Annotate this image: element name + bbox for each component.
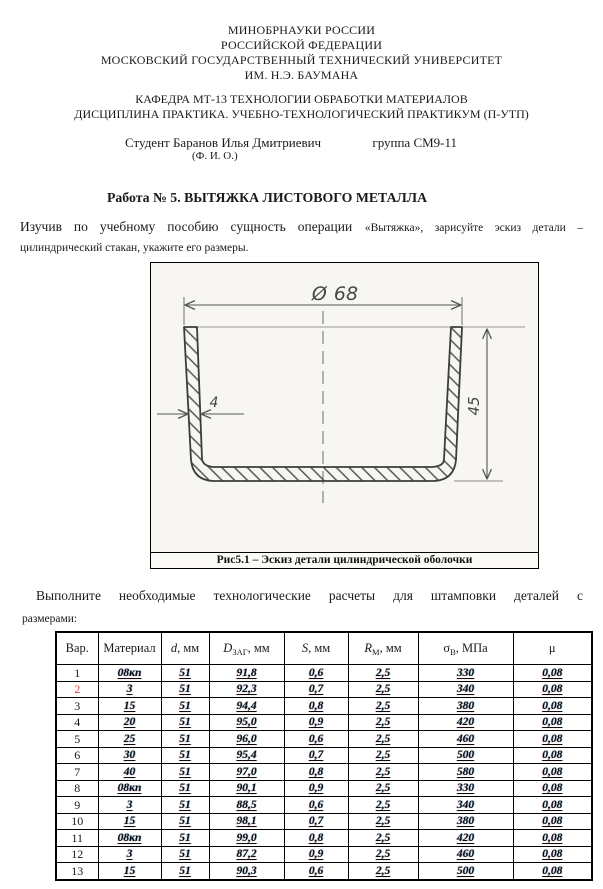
cell-mu: 0,08 bbox=[513, 813, 592, 830]
col-header-thickness: S, мм bbox=[284, 632, 348, 665]
cell-mu: 0,08 bbox=[513, 698, 592, 715]
col-header-material: Материал bbox=[98, 632, 161, 665]
letterhead-line-1: МИНОБРНАУКИ РОССИИ bbox=[227, 23, 376, 37]
cell-mu: 0,08 bbox=[513, 830, 592, 847]
cell-blank-diameter: 97,0 bbox=[209, 764, 284, 781]
discipline-line: ДИСЦИПЛИНА ПРАКТИКА. УЧЕБНО-ТЕХНОЛОГИЧЕСКИЙ ПРАКТИКУМ (П-УТП) bbox=[74, 107, 529, 121]
cell-blank-diameter: 90,1 bbox=[209, 780, 284, 797]
cell-material: 3 bbox=[98, 846, 161, 863]
cell-d: 51 bbox=[161, 846, 209, 863]
cell-sigma: 330 bbox=[418, 665, 513, 682]
cell-material: 08кп bbox=[98, 830, 161, 847]
cell-sigma: 420 bbox=[418, 714, 513, 731]
cell-blank-diameter: 87,2 bbox=[209, 846, 284, 863]
letterhead bbox=[0, 23, 603, 83]
col-header-sigma: $\sigma_В$, МПа bbox=[418, 632, 513, 665]
cell-radius: 2,5 bbox=[348, 797, 418, 814]
department-block bbox=[0, 92, 603, 122]
cell-blank-diameter: 99,0 bbox=[209, 830, 284, 847]
cell-mu: 0,08 bbox=[513, 681, 592, 698]
cell-d: 51 bbox=[161, 747, 209, 764]
table-row bbox=[56, 780, 592, 797]
col-header-variant: Вар. bbox=[56, 632, 98, 665]
letterhead-line-2: РОССИЙСКОЙ ФЕДЕРАЦИИ bbox=[220, 38, 383, 52]
fio-note: (Ф. И. О.) bbox=[192, 150, 238, 162]
cell-sigma: 380 bbox=[418, 813, 513, 830]
col-header-radius: $R_М$, мм bbox=[348, 632, 418, 665]
task-paragraph-line1: Выполните необходимые технологические расчеты для штамповки деталей с bbox=[36, 588, 583, 603]
cell-d: 51 bbox=[161, 665, 209, 682]
table-row bbox=[56, 681, 592, 698]
cell-variant: 12 bbox=[56, 846, 98, 863]
cell-variant: 2 bbox=[56, 681, 98, 698]
cell-blank-diameter: 90,3 bbox=[209, 863, 284, 880]
cell-d: 51 bbox=[161, 714, 209, 731]
cell-material: 20 bbox=[98, 714, 161, 731]
cell-material: 3 bbox=[98, 797, 161, 814]
cell-variant: 3 bbox=[56, 698, 98, 715]
table-row bbox=[56, 830, 592, 847]
cell-blank-diameter: 98,1 bbox=[209, 813, 284, 830]
cell-blank-diameter: 95,4 bbox=[209, 747, 284, 764]
student-line bbox=[125, 135, 457, 151]
variants-table-body bbox=[56, 665, 592, 880]
variants-table bbox=[55, 631, 593, 881]
cell-variant: 8 bbox=[56, 780, 98, 797]
cell-thickness: 0,6 bbox=[284, 863, 348, 880]
cell-sigma: 330 bbox=[418, 780, 513, 797]
cell-thickness: 0,6 bbox=[284, 731, 348, 748]
cell-d: 51 bbox=[161, 698, 209, 715]
cell-radius: 2,5 bbox=[348, 665, 418, 682]
table-header-row bbox=[56, 632, 592, 665]
cell-thickness: 0,9 bbox=[284, 780, 348, 797]
cell-thickness: 0,7 bbox=[284, 747, 348, 764]
cell-mu: 0,08 bbox=[513, 665, 592, 682]
cell-blank-diameter: 92,3 bbox=[209, 681, 284, 698]
cup-sketch-drawing bbox=[151, 263, 537, 551]
cell-sigma: 580 bbox=[418, 764, 513, 781]
cell-variant: 9 bbox=[56, 797, 98, 814]
table-row bbox=[56, 764, 592, 781]
cell-material: 15 bbox=[98, 863, 161, 880]
letterhead-line-3: МОСКОВСКИЙ ГОСУДАРСТВЕННЫЙ ТЕХНИЧЕСКИЙ УНИВЕРСИТЕТ bbox=[100, 53, 503, 67]
cell-blank-diameter: 91,8 bbox=[209, 665, 284, 682]
cell-d: 51 bbox=[161, 764, 209, 781]
cell-sigma: 460 bbox=[418, 731, 513, 748]
cell-d: 51 bbox=[161, 863, 209, 880]
cell-mu: 0,08 bbox=[513, 764, 592, 781]
cell-sigma: 340 bbox=[418, 797, 513, 814]
cell-d: 51 bbox=[161, 797, 209, 814]
table-row bbox=[56, 813, 592, 830]
cell-mu: 0,08 bbox=[513, 731, 592, 748]
diameter-dimension-label: Ø 68 bbox=[311, 283, 359, 305]
cell-thickness: 0,7 bbox=[284, 813, 348, 830]
cell-mu: 0,08 bbox=[513, 797, 592, 814]
department-line: КАФЕДРА МТ-13 ТЕХНОЛОГИИ ОБРАБОТКИ МАТЕРИАЛОВ bbox=[135, 92, 468, 106]
cell-blank-diameter: 96,0 bbox=[209, 731, 284, 748]
cell-sigma: 500 bbox=[418, 863, 513, 880]
table-row bbox=[56, 698, 592, 715]
cell-material: 08кп bbox=[98, 780, 161, 797]
cell-material: 3 bbox=[98, 681, 161, 698]
cell-material: 30 bbox=[98, 747, 161, 764]
cell-sigma: 340 bbox=[418, 681, 513, 698]
thickness-dimension-label: 4 bbox=[209, 395, 219, 411]
cell-mu: 0,08 bbox=[513, 863, 592, 880]
cell-blank-diameter: 94,4 bbox=[209, 698, 284, 715]
work-title: Работа № 5. ВЫТЯЖКА ЛИСТОВОГО МЕТАЛЛА bbox=[106, 190, 428, 205]
cell-thickness: 0,7 bbox=[284, 681, 348, 698]
cell-variant: 6 bbox=[56, 747, 98, 764]
letterhead-line-4: ИМ. Н.Э. БАУМАНА bbox=[244, 68, 359, 82]
cell-radius: 2,5 bbox=[348, 681, 418, 698]
intro-text-large: Изучив по учебному пособию сущность операции bbox=[20, 219, 353, 234]
cell-variant: 11 bbox=[56, 830, 98, 847]
table-row bbox=[56, 665, 592, 682]
cell-thickness: 0,8 bbox=[284, 764, 348, 781]
cell-radius: 2,5 bbox=[348, 747, 418, 764]
cell-variant: 1 bbox=[56, 665, 98, 682]
cell-material: 40 bbox=[98, 764, 161, 781]
col-header-d: d, мм bbox=[161, 632, 209, 665]
cell-thickness: 0,6 bbox=[284, 797, 348, 814]
intro-paragraph-line1 bbox=[20, 218, 583, 236]
table-row bbox=[56, 863, 592, 880]
cell-d: 51 bbox=[161, 813, 209, 830]
cell-thickness: 0,9 bbox=[284, 714, 348, 731]
cell-material: 15 bbox=[98, 698, 161, 715]
cell-mu: 0,08 bbox=[513, 780, 592, 797]
cell-sigma: 380 bbox=[418, 698, 513, 715]
cell-thickness: 0,8 bbox=[284, 830, 348, 847]
cell-variant: 4 bbox=[56, 714, 98, 731]
student-name: Студент Баранов Илья Дмитриевич bbox=[125, 135, 322, 150]
cell-radius: 2,5 bbox=[348, 813, 418, 830]
cell-thickness: 0,9 bbox=[284, 846, 348, 863]
figure-frame bbox=[150, 262, 539, 569]
cell-material: 25 bbox=[98, 731, 161, 748]
cell-radius: 2,5 bbox=[348, 780, 418, 797]
cell-variant: 10 bbox=[56, 813, 98, 830]
cell-d: 51 bbox=[161, 681, 209, 698]
cell-d: 51 bbox=[161, 731, 209, 748]
table-row bbox=[56, 747, 592, 764]
cell-sigma: 420 bbox=[418, 830, 513, 847]
cell-mu: 0,08 bbox=[513, 846, 592, 863]
intro-paragraph-line2: цилиндрический стакан, укажите его размеры. bbox=[20, 242, 249, 254]
table-row bbox=[56, 731, 592, 748]
cell-variant: 13 bbox=[56, 863, 98, 880]
cell-radius: 2,5 bbox=[348, 764, 418, 781]
height-dimension-label: 45 bbox=[465, 396, 483, 416]
col-header-mu: μ bbox=[513, 632, 592, 665]
cell-radius: 2,5 bbox=[348, 731, 418, 748]
cell-radius: 2,5 bbox=[348, 863, 418, 880]
cell-variant: 7 bbox=[56, 764, 98, 781]
cell-variant: 5 bbox=[56, 731, 98, 748]
table-row bbox=[56, 797, 592, 814]
cell-d: 51 bbox=[161, 830, 209, 847]
col-header-blank-diameter: $D_{ЗАГ}$, мм bbox=[209, 632, 284, 665]
cell-mu: 0,08 bbox=[513, 747, 592, 764]
cell-sigma: 500 bbox=[418, 747, 513, 764]
cell-blank-diameter: 88,5 bbox=[209, 797, 284, 814]
cell-thickness: 0,6 bbox=[284, 665, 348, 682]
figure-caption: Рис5.1 – Эскиз детали цилиндрической оболочки bbox=[151, 552, 538, 568]
table-row bbox=[56, 714, 592, 731]
cell-material: 15 bbox=[98, 813, 161, 830]
cell-radius: 2,5 bbox=[348, 698, 418, 715]
table-row bbox=[56, 846, 592, 863]
cell-blank-diameter: 95,0 bbox=[209, 714, 284, 731]
student-group: группа СМ9-11 bbox=[372, 135, 458, 150]
cell-d: 51 bbox=[161, 780, 209, 797]
cell-radius: 2,5 bbox=[348, 846, 418, 863]
cell-radius: 2,5 bbox=[348, 714, 418, 731]
task-paragraph-line2: размерами: bbox=[22, 613, 78, 625]
cell-radius: 2,5 bbox=[348, 830, 418, 847]
cell-mu: 0,08 bbox=[513, 714, 592, 731]
cell-material: 08кп bbox=[98, 665, 161, 682]
intro-text-small: «Вытяжка», зарисуйте эскиз детали – bbox=[364, 222, 584, 234]
cell-thickness: 0,8 bbox=[284, 698, 348, 715]
cell-sigma: 460 bbox=[418, 846, 513, 863]
